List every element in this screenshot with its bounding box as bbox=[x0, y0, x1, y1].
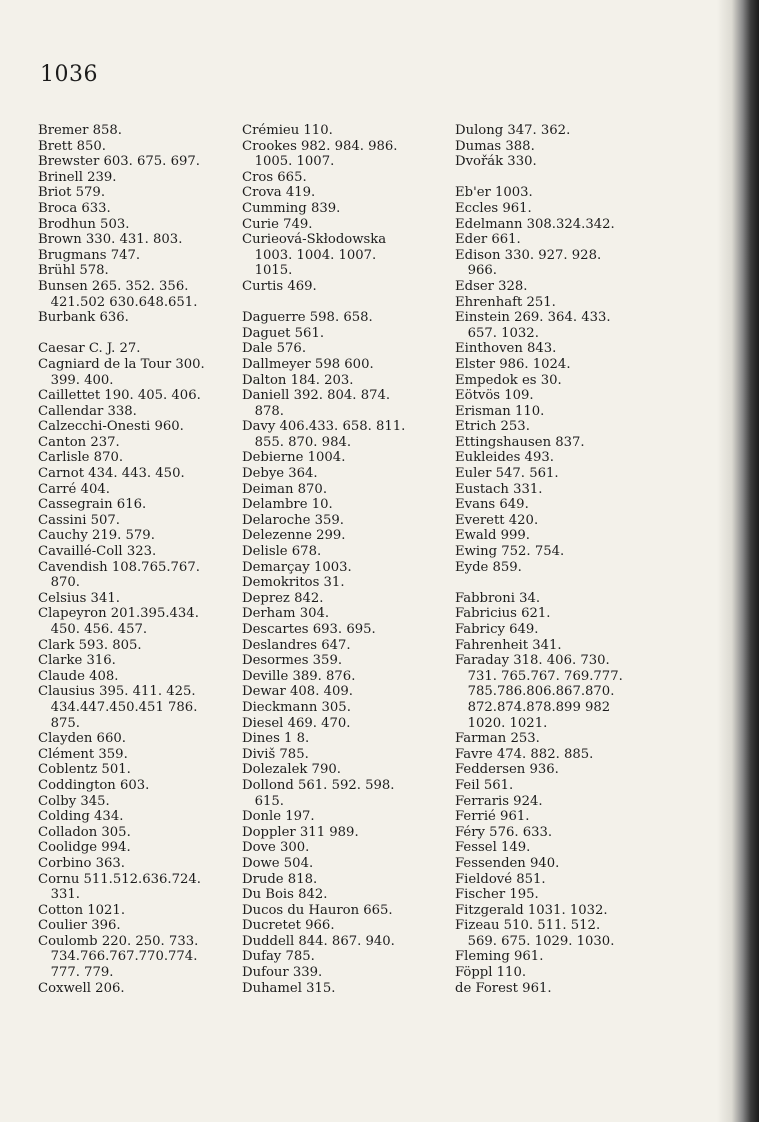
index-entry: Dvořák 330. bbox=[455, 154, 537, 170]
index-entry: Donle 197. bbox=[242, 809, 315, 825]
index-entry: Dumas 388. bbox=[455, 138, 535, 154]
index-entry: 450. 456. 457. bbox=[38, 622, 148, 637]
index-entry: Ehrenhaft 251. bbox=[455, 294, 556, 310]
index-entry: Ferraris 924. bbox=[455, 793, 543, 809]
index-entry: Dulong 347. 362. bbox=[455, 123, 571, 138]
index-entry: Daguet 561. bbox=[242, 325, 325, 341]
index-entry: Eb'er 1003. bbox=[455, 185, 533, 201]
index-entry: 870. bbox=[38, 575, 80, 591]
index-entry: Celsius 341. bbox=[38, 590, 120, 606]
index-entry: 434.447.450.451 786. bbox=[38, 699, 198, 715]
index-entry: Corbino 363. bbox=[38, 855, 125, 871]
index-entry: Colding 434. bbox=[38, 809, 124, 825]
page-binding-shadow bbox=[717, 0, 759, 1122]
index-entry: Fessel 149. bbox=[455, 840, 531, 856]
index-entry: Bunsen 265. 352. 356. bbox=[38, 278, 189, 294]
index-entry: Daniell 392. 804. 874. bbox=[242, 388, 391, 404]
index-entry: Cotton 1021. bbox=[38, 902, 126, 918]
index-entry: Brett 850. bbox=[38, 138, 106, 154]
index-entry: Coolidge 994. bbox=[38, 840, 131, 856]
index-entry: Dollond 561. 592. 598. bbox=[242, 777, 395, 793]
index-entry: Coulomb 220. 250. 733. bbox=[38, 933, 199, 949]
index-entry: Diviš 785. bbox=[242, 746, 309, 762]
index-entry: Canton 237. bbox=[38, 434, 120, 450]
index-entry: de Forest 961. bbox=[455, 980, 552, 996]
index-entry: 785.786.806.867.870. bbox=[455, 684, 615, 700]
index-entry: Dallmeyer 598 600. bbox=[242, 356, 374, 372]
index-entry: 966. bbox=[455, 263, 497, 279]
index-entry: Dieckmann 305. bbox=[242, 699, 351, 715]
index-entry: Colladon 305. bbox=[38, 824, 131, 840]
index-entry: Claude 408. bbox=[38, 668, 119, 684]
index-entry: Brewster 603. 675. 697. bbox=[38, 154, 200, 170]
index-entry: Fleming 961. bbox=[455, 949, 544, 965]
index-entry: Curieová-Skłodowska bbox=[242, 232, 387, 248]
index-entry: Demarçay 1003. bbox=[242, 559, 352, 575]
index-entry: Delezenne 299. bbox=[242, 528, 346, 544]
index-entry: Dowe 504. bbox=[242, 855, 314, 871]
index-entry: Deiman 870. bbox=[242, 481, 328, 497]
index-entry: Brown 330. 431. 803. bbox=[38, 232, 183, 248]
index-entry: Empedok es 30. bbox=[455, 372, 562, 388]
index-entry: Brühl 578. bbox=[38, 263, 109, 279]
index-entry: Feil 561. bbox=[455, 777, 514, 793]
index-entry: Fabbroni 34. bbox=[455, 590, 541, 606]
index-entry: Eyde 859. bbox=[455, 559, 522, 575]
index-entry: Dufay 785. bbox=[242, 949, 315, 965]
index-entry: Everett 420. bbox=[455, 512, 539, 528]
index-entry: Debierne 1004. bbox=[242, 450, 346, 466]
index-entry: Ewald 999. bbox=[455, 528, 530, 544]
index-entry: Dines 1 8. bbox=[242, 731, 310, 747]
index-entry: Fahrenheit 341. bbox=[455, 637, 562, 653]
index-entry: Cauchy 219. 579. bbox=[38, 528, 155, 544]
index-entry: Eötvös 109. bbox=[455, 388, 534, 404]
index-entry: 1020. 1021. bbox=[455, 715, 548, 731]
index-entry: Dewar 408. 409. bbox=[242, 684, 353, 700]
index-entry: Debye 364. bbox=[242, 466, 318, 482]
index-entry: Duhamel 315. bbox=[242, 980, 336, 996]
index-entry: Föppl 110. bbox=[455, 965, 527, 981]
index-entry: Dolezalek 790. bbox=[242, 762, 341, 778]
index-entry: Coblentz 501. bbox=[38, 762, 131, 778]
index-entry: Curtis 469. bbox=[242, 278, 317, 294]
index-entry: Clapeyron 201.395.434. bbox=[38, 606, 199, 622]
index-entry: Farman 253. bbox=[455, 731, 540, 747]
index-entry: Delisle 678. bbox=[242, 544, 322, 560]
index-entry: Eder 661. bbox=[455, 232, 521, 248]
index-entry: Coxwell 206. bbox=[38, 980, 125, 996]
index-entry: Ducretet 966. bbox=[242, 918, 335, 934]
index-entry: Dove 300. bbox=[242, 840, 310, 856]
index-entry: 399. 400. bbox=[38, 372, 114, 388]
index-entry: 615. bbox=[242, 793, 284, 809]
index-entry: Crémieu 110. bbox=[242, 123, 333, 138]
index-entry: 734.766.767.770.774. bbox=[38, 949, 198, 965]
index-entry: Edelmann 308.324.342. bbox=[455, 216, 615, 232]
index-column-1 bbox=[38, 123, 238, 996]
index-entry: Elster 986. 1024. bbox=[455, 356, 571, 372]
index-entry: 1015. bbox=[242, 263, 293, 279]
index-entry: 875. bbox=[38, 715, 80, 731]
index-entry: Clément 359. bbox=[38, 746, 128, 762]
index-entry: Cavaillé-Coll 323. bbox=[38, 544, 157, 560]
index-entry: Fizeau 510. 511. 512. bbox=[455, 918, 601, 934]
index-entry: Edser 328. bbox=[455, 278, 528, 294]
index-entry: Feddersen 936. bbox=[455, 762, 559, 778]
index-entry: Dufour 339. bbox=[242, 965, 323, 981]
index-entry: Fischer 195. bbox=[455, 887, 539, 903]
index-entry: 331. bbox=[38, 887, 80, 903]
index-entry: Demokritos 31. bbox=[242, 575, 345, 591]
index-entry: Fitzgerald 1031. 1032. bbox=[455, 902, 608, 918]
index-entry: 1005. 1007. bbox=[242, 154, 335, 170]
index-entry: Ferrié 961. bbox=[455, 809, 530, 825]
index-entry: Drude 818. bbox=[242, 871, 318, 887]
letter-section-gap bbox=[38, 326, 238, 342]
index-entry: Callendar 338. bbox=[38, 403, 137, 419]
index-entry: Carlisle 870. bbox=[38, 450, 124, 466]
index-entry: Delambre 10. bbox=[242, 497, 333, 513]
index-entry: Favre 474. 882. 885. bbox=[455, 746, 594, 762]
index-entry: 569. 675. 1029. 1030. bbox=[455, 933, 615, 949]
index-entry: Fabricy 649. bbox=[455, 622, 539, 637]
index-entry: Crookes 982. 984. 986. bbox=[242, 138, 398, 154]
index-entry: Faraday 318. 406. 730. bbox=[455, 653, 610, 669]
index-entry: Delaroche 359. bbox=[242, 512, 344, 528]
index-entry: Derham 304. bbox=[242, 606, 330, 622]
index-entry: Du Bois 842. bbox=[242, 887, 328, 903]
index-entry: Broca 633. bbox=[38, 200, 111, 216]
letter-section-gap bbox=[455, 575, 715, 591]
index-entry: Davy 406.433. 658. 811. bbox=[242, 419, 406, 435]
index-entry: Carnot 434. 443. 450. bbox=[38, 466, 185, 482]
index-entry: Deprez 842. bbox=[242, 590, 324, 606]
index-entry: Ewing 752. 754. bbox=[455, 544, 565, 560]
index-entry: Eccles 961. bbox=[455, 200, 532, 216]
page-number: 1036 bbox=[40, 62, 98, 87]
index-entry: Cavendish 108.765.767. bbox=[38, 559, 200, 575]
index-entry: Duddell 844. 867. 940. bbox=[242, 933, 395, 949]
index-entry: Descartes 693. 695. bbox=[242, 622, 376, 637]
letter-section-gap bbox=[455, 170, 715, 186]
index-entry: Calzecchi-Onesti 960. bbox=[38, 419, 184, 435]
index-entry: Caesar C. J. 27. bbox=[38, 341, 141, 357]
index-entry: Desormes 359. bbox=[242, 653, 343, 669]
index-entry: 421.502 630.648.651. bbox=[38, 294, 198, 310]
index-entry: 731. 765.767. 769.777. bbox=[455, 668, 623, 684]
index-entry: Brugmans 747. bbox=[38, 247, 141, 263]
index-column-3 bbox=[455, 123, 715, 996]
letter-section-gap bbox=[242, 295, 442, 311]
index-entry: Fabricius 621. bbox=[455, 606, 551, 622]
index-entry: Burbank 636. bbox=[38, 310, 129, 326]
index-entry: Doppler 311 989. bbox=[242, 824, 359, 840]
index-entry: Fessenden 940. bbox=[455, 855, 560, 871]
index-entry: Dalton 184. 203. bbox=[242, 372, 354, 388]
index-entry: Einstein 269. 364. 433. bbox=[455, 310, 611, 326]
index-entry: 1003. 1004. 1007. bbox=[242, 247, 377, 263]
index-entry: Evans 649. bbox=[455, 497, 529, 513]
index-entry: Cros 665. bbox=[242, 169, 307, 185]
index-entry: Erisman 110. bbox=[455, 403, 545, 419]
index-entry: Daguerre 598. 658. bbox=[242, 310, 373, 326]
index-entry: Crova 419. bbox=[242, 185, 316, 201]
index-entry: Brodhun 503. bbox=[38, 216, 130, 232]
index-entry: 657. 1032. bbox=[455, 325, 539, 341]
index-entry: Eukleides 493. bbox=[455, 450, 554, 466]
index-entry: Briot 579. bbox=[38, 185, 106, 201]
index-entry: 855. 870. 984. bbox=[242, 434, 352, 450]
index-entry: Carré 404. bbox=[38, 481, 110, 497]
index-column-2 bbox=[242, 123, 442, 996]
index-entry: Eustach 331. bbox=[455, 481, 543, 497]
index-entry: Curie 749. bbox=[242, 216, 313, 232]
index-entry: Cassegrain 616. bbox=[38, 497, 147, 513]
index-entry: Diesel 469. 470. bbox=[242, 715, 351, 731]
index-entry: Clayden 660. bbox=[38, 731, 126, 747]
index-entry: Ettingshausen 837. bbox=[455, 434, 585, 450]
index-entry: Deslandres 647. bbox=[242, 637, 351, 653]
index-entry: 872.874.878.899 982 bbox=[455, 699, 611, 715]
index-entry: Cornu 511.512.636.724. bbox=[38, 871, 201, 887]
index-entry: Coulier 396. bbox=[38, 918, 121, 934]
index-entry: Edison 330. 927. 928. bbox=[455, 247, 602, 263]
index-entry: 777. 779. bbox=[38, 965, 114, 981]
index-entry: Ducos du Hauron 665. bbox=[242, 902, 393, 918]
index-entry: Euler 547. 561. bbox=[455, 466, 559, 482]
index-entry: Bremer 858. bbox=[38, 123, 122, 138]
index-entry: Coddington 603. bbox=[38, 777, 150, 793]
index-entry: Cagniard de la Tour 300. bbox=[38, 356, 205, 372]
index-entry: Cassini 507. bbox=[38, 512, 120, 528]
index-entry: Einthoven 843. bbox=[455, 341, 557, 357]
index-entry: Dale 576. bbox=[242, 341, 307, 357]
index-entry: Cumming 839. bbox=[242, 200, 341, 216]
index-entry: Féry 576. 633. bbox=[455, 824, 553, 840]
index-entry: Deville 389. 876. bbox=[242, 668, 356, 684]
index-entry: Fieldové 851. bbox=[455, 871, 546, 887]
index-entry: Brinell 239. bbox=[38, 169, 117, 185]
index-entry: Clausius 395. 411. 425. bbox=[38, 684, 196, 700]
index-entry: Etrich 253. bbox=[455, 419, 530, 435]
index-entry: 878. bbox=[242, 403, 284, 419]
index-entry: Clarke 316. bbox=[38, 653, 116, 669]
index-entry: Colby 345. bbox=[38, 793, 110, 809]
index-entry: Caillettet 190. 405. 406. bbox=[38, 388, 201, 404]
index-entry: Clark 593. 805. bbox=[38, 637, 142, 653]
